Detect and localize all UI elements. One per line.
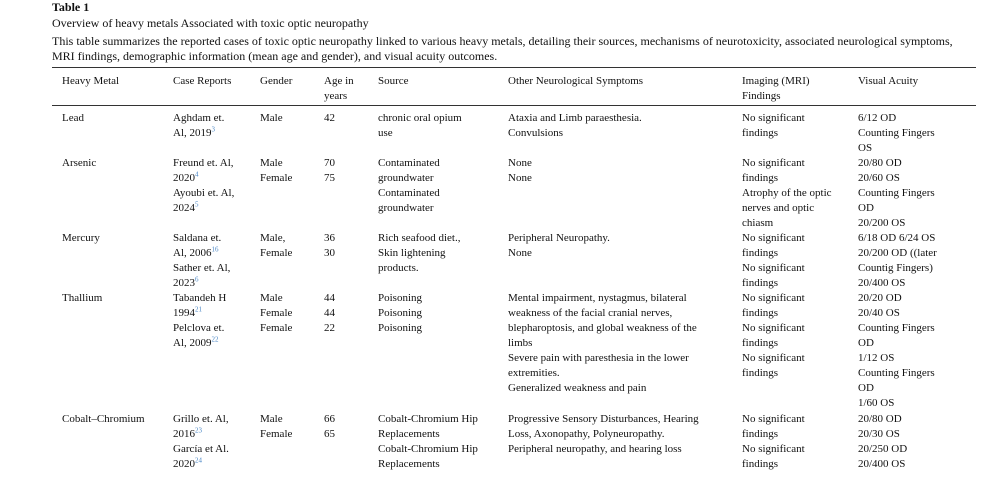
table-title: Overview of heavy metals Associated with toxic optic neuropathy [52, 16, 369, 30]
header-rule [52, 105, 976, 106]
header-age: Age in years [324, 75, 354, 102]
citation-ref[interactable]: 16 [211, 245, 219, 254]
row-mercury-source: Rich seafood diet., Skin lightening products. [378, 232, 461, 274]
row-lead-metal: Lead [62, 112, 84, 124]
row-cobalt-neuro: Progressive Sensory Disturbances, Hearing Loss, Axonopathy, Polyneuropathy. Peripheral neuropathy, and hearing loss [508, 413, 699, 455]
row-cobalt-acuity: 20/80 OD 20/30 OS 20/250 OD 20/400 OS [858, 413, 908, 470]
row-lead-neuro: Ataxia and Limb paraesthesia. Convulsions [508, 112, 642, 139]
row-arsenic-neuro: None None [508, 157, 532, 184]
row-thallium-metal: Thallium [62, 292, 103, 304]
row-arsenic-age: 70 75 [324, 157, 335, 184]
row-cobalt-cases: Grillo et. Al, 2016$^{23}$ García et Al. 2020$^{24}$ [173, 413, 229, 470]
citation-ref[interactable]: 6 [195, 275, 199, 284]
citation-ref[interactable]: 24 [195, 456, 202, 465]
row-mercury-metal: Mercury [62, 232, 100, 244]
row-arsenic-metal: Arsenic [62, 157, 97, 169]
row-thallium-mri: No significant findings No significant findings No significant findings [742, 292, 805, 379]
row-lead-age: 42 [324, 112, 335, 124]
row-lead-source: chronic oral opium use [378, 112, 462, 139]
citation-ref[interactable]: 22 [211, 335, 219, 344]
row-cobalt-mri: No significant findings No significant findings [742, 413, 805, 470]
header-heavy-metal: Heavy Metal [62, 75, 120, 87]
row-thallium-cases: Tabandeh H 1994$^{21}$ Pelclova et. Al, 2009$^{22}$ [173, 292, 227, 349]
row-arsenic-source: Contaminated groundwater Contaminated groundwater [378, 157, 440, 214]
row-arsenic-cases: Freund et. Al, 2020$^4$ Ayoubi et. Al, 2024$^5$ [173, 157, 235, 214]
row-arsenic-gender: Male Female [260, 157, 293, 184]
row-arsenic-acuity: 20/80 OD 20/60 OS Counting Fingers OD 20/200 OS [858, 157, 935, 229]
row-lead-cases: Aghdam et. Al, 2019$^3$ [173, 112, 225, 139]
table-caption: This table summarizes the reported cases of toxic optic neuropathy linked to various heavy metals, detailing their sources, mechanisms of neurotoxicity, associated neurological symptoms, MRI findings, demographic information (mean age and gender), and visual acuity outcomes. [52, 34, 953, 63]
row-mercury-age: 36 30 [324, 232, 335, 259]
row-mercury-acuity: 6/18 OD 6/24 OS 20/200 OD ((later Countig Fingers) 20/400 OS [858, 232, 937, 289]
row-thallium-neuro: Mental impairment, nystagmus, bilateral weakness of the facial cranial nerves, blepharoptosis, and global weakness of the limbs Severe pain with paresthesia in the lower extremities. Generalized weakness and pain [508, 292, 697, 394]
row-thallium-source: Poisoning Poisoning Poisoning [378, 292, 423, 334]
header-neuro-symptoms: Other Neurological Symptoms [508, 75, 644, 87]
header-case-reports: Case Reports [173, 75, 232, 87]
table-label: Table 1 [52, 0, 90, 14]
header-gender: Gender [260, 75, 293, 87]
row-thallium-gender: Male Female Female [260, 292, 293, 334]
citation-ref[interactable]: 4 [195, 170, 199, 179]
row-lead-acuity: 6/12 OD Counting Fingers OS [858, 112, 935, 154]
row-cobalt-source: Cobalt-Chromium Hip Replacements Cobalt-Chromium Hip Replacements [378, 413, 478, 470]
row-cobalt-age: 66 65 [324, 413, 335, 440]
row-thallium-age: 44 44 22 [324, 292, 335, 334]
row-mercury-gender: Male, Female [260, 232, 293, 259]
citation-ref[interactable]: 5 [195, 200, 199, 209]
citation-ref[interactable]: 23 [195, 426, 202, 435]
citation-ref[interactable]: 3 [211, 125, 215, 134]
row-lead-gender: Male [260, 112, 283, 124]
row-cobalt-metal: Cobalt–Chromium [62, 413, 145, 425]
row-mercury-neuro: Peripheral Neuropathy. None [508, 232, 610, 259]
row-cobalt-gender: Male Female [260, 413, 293, 440]
header-source: Source [378, 75, 409, 87]
header-mri: Imaging (MRI) Findings [742, 75, 810, 102]
row-mercury-cases: Saldana et. Al, 2006$^{16}$ Sather et. Al, 2023$^6$ [173, 232, 231, 289]
row-arsenic-mri: No significant findings Atrophy of the optic nerves and optic chiasm [742, 157, 832, 229]
top-rule [52, 67, 976, 68]
row-lead-mri: No significant findings [742, 112, 805, 139]
header-visual-acuity: Visual Acuity [858, 75, 919, 87]
row-thallium-acuity: 20/20 OD 20/40 OS Counting Fingers OD 1/12 OS Counting Fingers OD 1/60 OS [858, 292, 935, 409]
row-mercury-mri: No significant findings No significant findings [742, 232, 805, 289]
citation-ref[interactable]: 21 [195, 305, 202, 314]
